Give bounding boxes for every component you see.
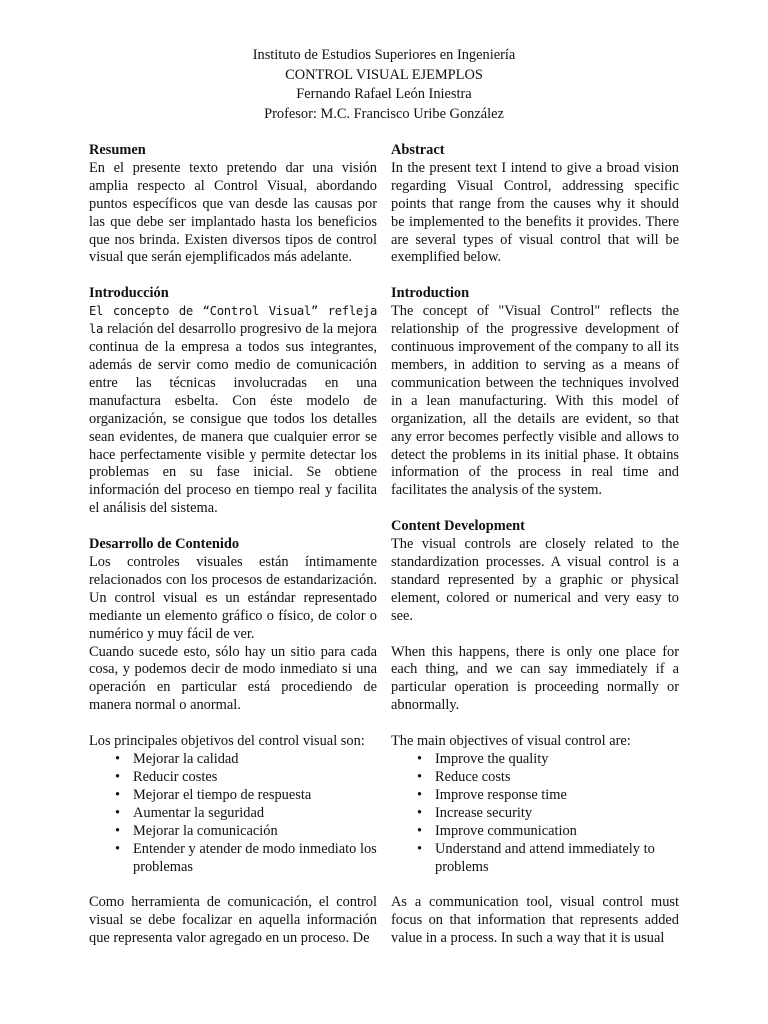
list-item (89, 841, 377, 877)
bullet-icon: • (417, 751, 423, 768)
bullet-icon: • (417, 822, 423, 839)
objetivos-list (89, 751, 377, 876)
list-item-text: Reducir costes (133, 769, 218, 785)
abstract-section (391, 142, 679, 267)
list-item-text: Improve response time (435, 786, 567, 803)
objectives-list (391, 751, 679, 876)
content-development-title: Content Development (391, 518, 525, 535)
list-item (89, 769, 377, 787)
bullet-icon: • (115, 804, 121, 821)
list-item-text: Understand and attend immediately to problems (435, 840, 655, 875)
list-item (391, 805, 679, 823)
list-item (391, 751, 679, 769)
list-item-text: Increase security (435, 804, 533, 821)
bullet-icon: • (417, 786, 423, 803)
desarrollo-paragraph-1: Los controles visuales están íntimamente relacionados con los procesos de estandarización. Un control visual es un estándar representado mediante un elemento gráfico o físico, de color o numérico y muy fácil de ver. (89, 554, 377, 642)
list-item (391, 823, 679, 841)
professor-name: Profesor: M.C. Francisco Uribe González (264, 105, 504, 122)
english-column (391, 142, 679, 966)
bullet-icon: • (115, 751, 121, 768)
list-item (391, 841, 679, 877)
list-item (89, 751, 377, 769)
resumen-text: En el presente texto pretendo dar una visión amplia respecto al Control Visual, abordando puntos específicos que van desde las causas por las que debe ser implantado hasta los beneficios que nos brinda. Existen diversos tipos de control visual que serán ejemplificados más adelante. (89, 159, 377, 266)
document-title: CONTROL VISUAL EJEMPLOS (285, 66, 483, 83)
resumen-section (89, 142, 377, 267)
cierre-section (89, 894, 377, 948)
list-item-text: Entender y atender de modo inmediato los problemas (133, 840, 377, 875)
bullet-icon: • (115, 769, 121, 785)
list-item-text: Mejorar la comunicación (133, 822, 278, 839)
bullet-icon: • (417, 768, 423, 785)
institution-name: Instituto de Estudios Superiores en Ingeniería (252, 47, 516, 63)
introduccion-title: Introducción (89, 285, 169, 302)
list-item-text: Improve communication (435, 822, 577, 839)
introduccion-text (89, 303, 377, 518)
cierre-text: Como herramienta de comunicación, el control visual se debe focalizar en aquella información que representa valor agregado en un proceso. De (89, 894, 377, 947)
list-item-text: Aumentar la seguridad (133, 804, 265, 821)
bullet-icon: • (115, 822, 121, 839)
bullet-icon: • (115, 786, 121, 803)
list-item-text: Reduce costs (435, 768, 511, 785)
desarrollo-section (89, 536, 377, 715)
author-name: Fernando Rafael León Iniestra (296, 86, 472, 102)
closing-text: As a communication tool, visual control must focus on that information that represents added value in a process. In such a way that it is usual (391, 894, 679, 947)
introduccion-text-body: relación del desarrollo progresivo de la mejora continua de la empresa a todos sus integrantes, además de servir como medio de comunicación entre las técnicas involucradas en una manufactura esbelta. Con éste modelo de organización, se consigue que todos los detalles sean evidentes, de manera que cualquier error se hace perfectamente visible y permite detectar los problemas en su fase inicial. Se obtiene información del proceso en tiempo real y facilita el análisis del sistema. (89, 321, 377, 517)
introduction-section (391, 285, 679, 500)
introduccion-section (89, 285, 377, 518)
content-development-paragraph-2: When this happens, there is only one place for each thing, and we can say immediately if a particular operation is proceeding normally or abnormally. (391, 643, 679, 714)
content-development-paragraph-1: The visual controls are closely related to the standardization processes. A visual control is a standard represented by a graphic or physical element, colored or numerical and very easy to see. (391, 536, 679, 624)
list-item (391, 769, 679, 787)
introduction-text: The concept of "Visual Control" reflects the relationship of the progressive development of continuous improvement of the company to all its members, in addition to serving as a means of communication between the techniques involved in a lean manufacturing. With this model of organization, all the details are evident, so that any error becomes perfectly visible and allows to detect the problems in its initial phase. It obtains information of the process in real time and facilitates the analysis of the system. (391, 303, 679, 499)
list-item-text: Improve the quality (435, 751, 549, 768)
list-item (391, 787, 679, 805)
closing-section (391, 894, 679, 948)
list-item (89, 805, 377, 823)
spanish-column (89, 142, 377, 966)
introduction-title: Introduction (391, 285, 470, 302)
desarrollo-title: Desarrollo de Contenido (89, 536, 240, 553)
abstract-text: In the present text I intend to give a broad vision regarding Visual Control, addressing specific points that range from the causes why it should be implemented to the benefits it provides. There are several types of visual control that will be exemplified below. (391, 159, 679, 266)
bullet-icon: • (417, 840, 423, 857)
list-item-text: Mejorar la calidad (133, 751, 239, 768)
bullet-icon: • (417, 804, 423, 821)
abstract-title: Abstract (391, 142, 445, 158)
objectives-intro: The main objectives of visual control are: (391, 733, 631, 750)
list-item (89, 787, 377, 805)
bullet-icon: • (115, 840, 121, 857)
list-item-text: Mejorar el tiempo de respuesta (133, 786, 312, 803)
resumen-title: Resumen (89, 142, 146, 158)
objetivos-intro: Los principales objetivos del control visual son: (89, 733, 365, 750)
content-development-section (391, 518, 679, 715)
introduccion-text-first-line: El concepto de “Control Visual” refleja la (89, 304, 377, 337)
document-header (0, 46, 768, 124)
objetivos-section (89, 733, 377, 876)
list-item (89, 823, 377, 841)
desarrollo-paragraph-2: Cuando sucede esto, sólo hay un sitio para cada cosa, y podemos decir de modo inmediato si una operación en particular está procediendo de manera normal o anormal. (89, 643, 377, 714)
objectives-section (391, 733, 679, 876)
